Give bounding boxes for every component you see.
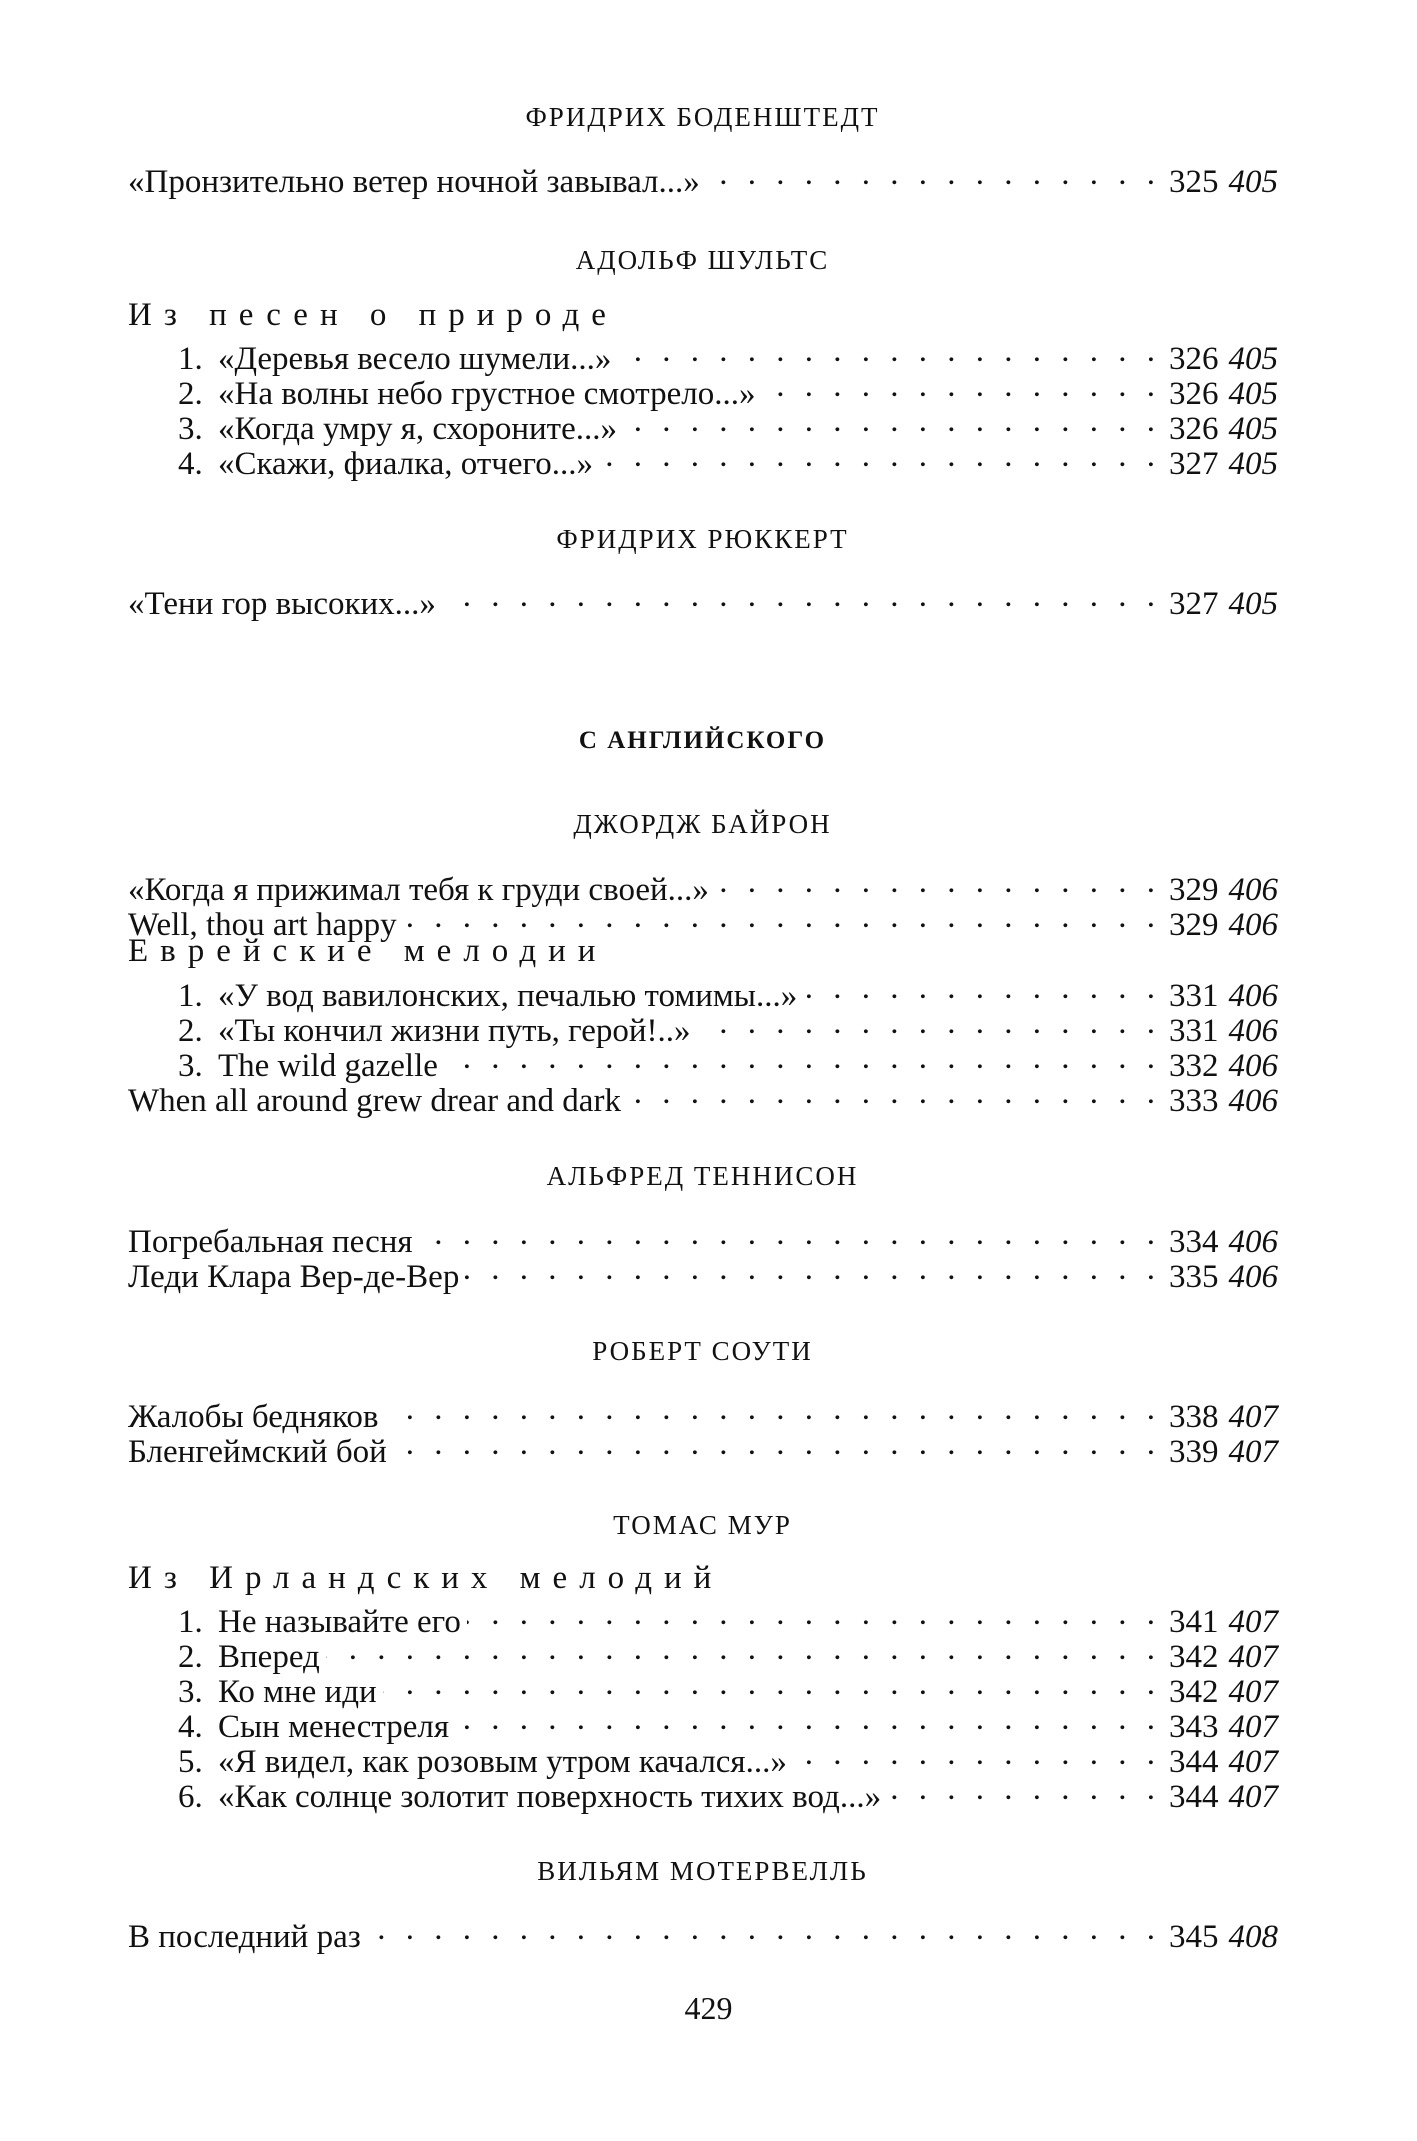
dot-leader bbox=[887, 1771, 1161, 1807]
entry-title: Well, thou art happy bbox=[128, 907, 397, 943]
dot-leader bbox=[715, 864, 1161, 900]
entry-title: When all around grew drear and dark bbox=[128, 1083, 621, 1119]
entry-page: 341 bbox=[1169, 1604, 1219, 1640]
dot-leader bbox=[465, 1251, 1161, 1287]
dot-leader bbox=[444, 1040, 1161, 1076]
author-heading: АЛЬФРЕД ТЕННИСОН bbox=[546, 1161, 859, 1191]
entry-title: «Ты кончил жизни путь, герой!..» bbox=[218, 1013, 691, 1049]
entry-note-page: 407 bbox=[1228, 1709, 1278, 1745]
entry-title: Бленгеймский бой bbox=[128, 1434, 387, 1470]
entry-page: 343 bbox=[1169, 1709, 1219, 1745]
page-number: 429 bbox=[684, 1990, 733, 2026]
entry-page: 329 bbox=[1169, 872, 1219, 908]
toc-entry bbox=[128, 1911, 1278, 1955]
entry-note-page: 405 bbox=[1228, 376, 1278, 412]
entry-note-page: 406 bbox=[1228, 1224, 1278, 1260]
entry-note-page: 405 bbox=[1228, 586, 1278, 622]
entry-title: В последний раз bbox=[128, 1919, 361, 1955]
entry-title: Не называйте его bbox=[218, 1604, 461, 1640]
entry-note-page: 407 bbox=[1228, 1674, 1278, 1710]
entry-page: 342 bbox=[1169, 1639, 1219, 1675]
entry-number: 4. bbox=[178, 1709, 203, 1745]
toc-entry bbox=[178, 1771, 1278, 1815]
author-heading: РОБЕРТ СОУТИ bbox=[592, 1336, 813, 1366]
toc-entry bbox=[178, 1596, 1278, 1640]
dot-leader bbox=[706, 156, 1161, 192]
toc-entry bbox=[128, 1391, 1278, 1435]
dot-leader bbox=[761, 368, 1161, 404]
entry-page: 334 bbox=[1169, 1224, 1219, 1260]
toc-entry bbox=[178, 1040, 1278, 1084]
toc-entry bbox=[178, 970, 1278, 1014]
dot-leader bbox=[367, 1911, 1161, 1947]
dot-leader bbox=[403, 899, 1161, 935]
entry-page: 344 bbox=[1169, 1779, 1219, 1815]
dot-leader bbox=[419, 1216, 1161, 1252]
entry-title: «Деревья весело шумели...» bbox=[218, 341, 612, 377]
author-heading: ТОМАС МУР bbox=[613, 1510, 792, 1540]
author-heading: ДЖОРДЖ БАЙРОН bbox=[573, 809, 832, 839]
toc-entry bbox=[178, 403, 1278, 447]
toc-entry bbox=[128, 1216, 1278, 1260]
toc-entry bbox=[128, 1426, 1278, 1470]
section-heading: С АНГЛИЙСКОГО bbox=[578, 727, 827, 754]
entry-title: «Скажи, фиалка, отчего...» bbox=[218, 446, 593, 482]
toc-entry bbox=[178, 368, 1278, 412]
dot-leader bbox=[383, 1666, 1161, 1702]
toc-entry bbox=[128, 899, 1278, 943]
dot-leader bbox=[393, 1426, 1161, 1462]
entry-page: 331 bbox=[1169, 978, 1219, 1014]
entry-number: 6. bbox=[178, 1779, 203, 1815]
dot-leader bbox=[793, 1736, 1161, 1772]
entry-note-page: 406 bbox=[1228, 907, 1278, 943]
entry-note-page: 407 bbox=[1228, 1604, 1278, 1640]
dot-leader bbox=[455, 1701, 1161, 1737]
entry-number: 1. bbox=[178, 341, 203, 377]
toc-entry bbox=[128, 578, 1278, 622]
entry-title: «Когда умру я, схороните...» bbox=[218, 411, 617, 447]
entry-page: 335 bbox=[1169, 1259, 1219, 1295]
toc-entry bbox=[128, 864, 1278, 908]
entry-title: «Тени гор высоких...» bbox=[128, 586, 436, 622]
entry-number: 1. bbox=[178, 978, 203, 1014]
entry-note-page: 405 bbox=[1228, 446, 1278, 482]
toc-entry bbox=[178, 1631, 1278, 1675]
entry-title: «У вод вавилонских, печалью томимы...» bbox=[218, 978, 798, 1014]
author-heading: ФРИДРИХ РЮККЕРТ bbox=[556, 524, 849, 554]
dot-leader bbox=[385, 1391, 1162, 1427]
entry-page: 325 bbox=[1169, 164, 1219, 200]
entry-page: 332 bbox=[1169, 1048, 1219, 1084]
toc-entry bbox=[128, 1251, 1278, 1295]
entry-page: 326 bbox=[1169, 341, 1219, 377]
entry-page: 331 bbox=[1169, 1013, 1219, 1049]
dot-leader bbox=[326, 1631, 1161, 1667]
entry-title: «Когда я прижимал тебя к груди своей...» bbox=[128, 872, 709, 908]
entry-number: 3. bbox=[178, 411, 203, 447]
entry-page: 344 bbox=[1169, 1744, 1219, 1780]
dot-leader bbox=[617, 333, 1161, 369]
toc-entry bbox=[178, 438, 1278, 482]
toc-entry bbox=[178, 1736, 1278, 1780]
entry-note-page: 407 bbox=[1228, 1779, 1278, 1815]
entry-note-page: 405 bbox=[1228, 411, 1278, 447]
entry-number: 4. bbox=[178, 446, 203, 482]
entry-number: 2. bbox=[178, 376, 203, 412]
entry-title: Леди Клара Вер-де-Вер bbox=[128, 1259, 460, 1295]
group-title: Еврейские мелодии bbox=[128, 933, 608, 969]
entry-title: The wild gazelle bbox=[218, 1048, 438, 1084]
entry-number: 5. bbox=[178, 1744, 203, 1780]
entry-number: 1. bbox=[178, 1604, 203, 1640]
toc-entry bbox=[128, 1075, 1278, 1119]
dot-leader bbox=[467, 1596, 1161, 1632]
entry-title: «На волны небо грустное смотрело...» bbox=[218, 376, 756, 412]
entry-note-page: 406 bbox=[1228, 1259, 1278, 1295]
entry-title: Сын менестреля bbox=[218, 1709, 450, 1745]
entry-page: 339 bbox=[1169, 1434, 1219, 1470]
toc-entry bbox=[128, 156, 1278, 200]
author-heading: ВИЛЬЯМ МОТЕРВЕЛЛЬ bbox=[537, 1856, 868, 1886]
entry-title: «Как солнце золотит поверхность тихих вод...» bbox=[218, 1779, 882, 1815]
entry-note-page: 407 bbox=[1228, 1434, 1278, 1470]
author-heading: ФРИДРИХ БОДЕНШТЕДТ bbox=[525, 102, 880, 132]
entry-note-page: 405 bbox=[1228, 164, 1278, 200]
entry-note-page: 408 bbox=[1228, 1919, 1278, 1955]
entry-page: 342 bbox=[1169, 1674, 1219, 1710]
entry-page: 338 bbox=[1169, 1399, 1219, 1435]
entry-page: 327 bbox=[1169, 586, 1219, 622]
toc-entry bbox=[178, 1666, 1278, 1710]
entry-note-page: 406 bbox=[1228, 872, 1278, 908]
dot-leader bbox=[697, 1005, 1161, 1041]
dot-leader bbox=[599, 438, 1161, 474]
entry-number: 3. bbox=[178, 1674, 203, 1710]
group-title: Из песен о природе bbox=[128, 297, 618, 333]
author-heading: АДОЛЬФ ШУЛЬТС bbox=[575, 245, 830, 275]
entry-note-page: 407 bbox=[1228, 1744, 1278, 1780]
entry-note-page: 406 bbox=[1228, 1048, 1278, 1084]
toc-entry bbox=[178, 1005, 1278, 1049]
toc-entry bbox=[178, 333, 1278, 377]
entry-title: Вперед bbox=[218, 1639, 320, 1675]
entry-note-page: 406 bbox=[1228, 1083, 1278, 1119]
entry-title: «Я видел, как розовым утром качался...» bbox=[218, 1744, 787, 1780]
group-title: Из Ирландских мелодий bbox=[128, 1560, 724, 1596]
dot-leader bbox=[442, 578, 1161, 614]
entry-number: 2. bbox=[178, 1639, 203, 1675]
entry-title: Ко мне иди bbox=[218, 1674, 377, 1710]
entry-title: «Пронзительно ветер ночной завывал...» bbox=[128, 164, 700, 200]
entry-page: 327 bbox=[1169, 446, 1219, 482]
entry-number: 2. bbox=[178, 1013, 203, 1049]
entry-page: 333 bbox=[1169, 1083, 1219, 1119]
entry-page: 326 bbox=[1169, 376, 1219, 412]
dot-leader bbox=[627, 1075, 1161, 1111]
entry-number: 3. bbox=[178, 1048, 203, 1084]
entry-note-page: 407 bbox=[1228, 1639, 1278, 1675]
dot-leader bbox=[803, 970, 1161, 1006]
entry-title: Жалобы бедняков bbox=[128, 1399, 379, 1435]
entry-title: Погребальная песня bbox=[128, 1224, 413, 1260]
entry-note-page: 405 bbox=[1228, 341, 1278, 377]
entry-page: 326 bbox=[1169, 411, 1219, 447]
dot-leader bbox=[623, 403, 1161, 439]
entry-note-page: 406 bbox=[1228, 1013, 1278, 1049]
entry-page: 345 bbox=[1169, 1919, 1219, 1955]
entry-note-page: 406 bbox=[1228, 978, 1278, 1014]
entry-note-page: 407 bbox=[1228, 1399, 1278, 1435]
toc-entry bbox=[178, 1701, 1278, 1745]
entry-page: 329 bbox=[1169, 907, 1219, 943]
